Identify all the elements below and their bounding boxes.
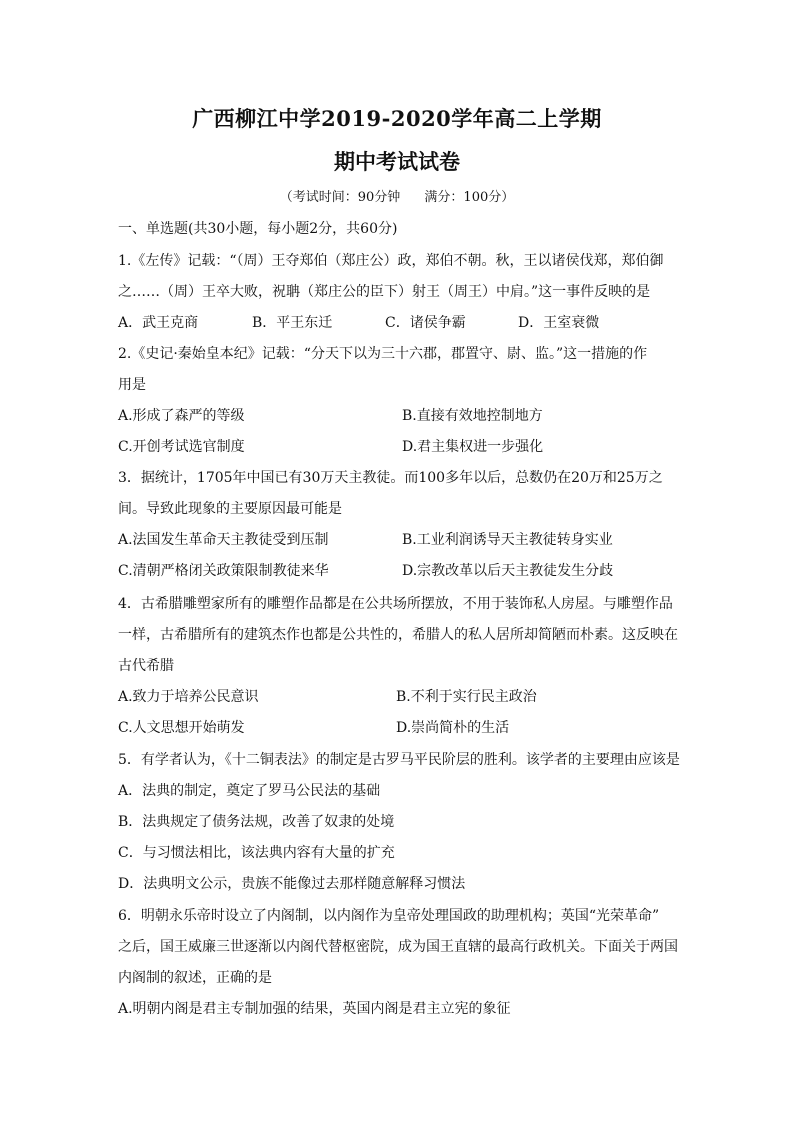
q2-stem-line1: 2.《史记·秦始皇本纪》记载：“分天下以为三十六郡，郡置守、尉、监。”这一措施的作	[118, 346, 648, 362]
q2-option-b: B.直接有效地控制地方	[402, 408, 543, 424]
q1-stem-line2: 之……（周）王卒大败，祝聃（郑庄公的臣下）射王（周王）中肩。”这一事件反映的是	[118, 284, 651, 300]
q2-option-c: C.开创考试选官制度	[118, 439, 245, 455]
q1-option-c: C．诸侯争霸	[385, 315, 466, 331]
q6-stem-line1: 6．明朝永乐帝时设立了内阁制，以内阁作为皇帝处理国政的助理机构；英国“光荣革命”	[118, 908, 660, 924]
exam-subtitle: 期中考试试卷	[334, 149, 460, 174]
q3-option-c: C.清朝严格闭关政策限制教徒来华	[118, 563, 329, 579]
q1-option-a: A．武王克商	[118, 315, 199, 331]
q3-option-b: B.工业利润诱导天主教徒转身实业	[402, 532, 613, 548]
q6-stem-line3: 内阁制的叙述，正确的是	[118, 970, 272, 986]
exam-time: （考试时间：90分钟	[279, 190, 401, 205]
q3-option-a: A.法国发生革命天主教徒受到压制	[118, 532, 329, 548]
q1-option-d: D．王室衰微	[518, 315, 600, 331]
q4-stem-line3: 古代希腊	[118, 658, 174, 674]
q4-stem-line2: 一样，古希腊所有的建筑杰作也都是公共性的，希腊人的私人居所却简陋而朴素。这反映在	[118, 627, 678, 643]
q5-option-b: B．法典规定了债务法规，改善了奴隶的处境	[118, 814, 395, 830]
q2-stem-line2: 用是	[118, 377, 146, 393]
exam-score: 满分：100分）	[424, 190, 515, 205]
q4-option-d: D.崇尚简朴的生活	[396, 720, 510, 736]
q3-stem-line2: 间。导致此现象的主要原因最可能是	[118, 501, 342, 517]
q5-option-d: D．法典明文公示，贵族不能像过去那样随意解释习惯法	[118, 876, 466, 892]
q4-option-a: A.致力于培养公民意识	[118, 689, 259, 705]
q3-option-d: D.宗教改革以后天主教徒发生分歧	[402, 563, 614, 579]
section-heading: 一、单选题(共30小题，每小题2分，共60分)	[118, 221, 398, 237]
q6-option-a: A.明朝内阁是君主专制加强的结果，英国内阁是君主立宪的象征	[118, 1001, 511, 1017]
q2-option-a: A.形成了森严的等级	[118, 408, 245, 424]
q1-stem-line1: 1.《左传》记载：“（周）王夺郑伯（郑庄公）政，郑伯不朝。秋，王以诸侯伐郑，郑伯御	[118, 253, 664, 269]
q4-stem-line1: 4．古希腊雕塑家所有的雕塑作品都是在公共场所摆放，不用于装饰私人房屋。与雕塑作品	[118, 596, 673, 612]
q3-stem-line1: 3．据统计，1705年中国已有30万天主教徒。而100多年以后，总数仍在20万和25万之	[118, 470, 663, 486]
q2-option-d: D.君主集权进一步强化	[402, 439, 544, 455]
exam-title: 广西柳江中学2019-2020学年高二上学期	[192, 106, 602, 131]
q5-option-c: C．与习惯法相比，该法典内容有大量的扩充	[118, 845, 395, 861]
q4-option-b: B.不利于实行民主政治	[396, 689, 537, 705]
q5-option-a: A．法典的制定，奠定了罗马公民法的基础	[118, 783, 381, 799]
q1-option-b: B．平王东迁	[252, 315, 333, 331]
q6-stem-line2: 之后，国王威廉三世逐渐以内阁代替枢密院，成为国王直辖的最高行政机关。下面关于两国	[118, 939, 678, 955]
q4-option-c: C.人文思想开始萌发	[118, 720, 245, 736]
exam-info	[0, 186, 794, 205]
q5-stem-line1: 5．有学者认为，《十二铜表法》的制定是古罗马平民阶层的胜利。该学者的主要理由应该是	[118, 752, 680, 768]
